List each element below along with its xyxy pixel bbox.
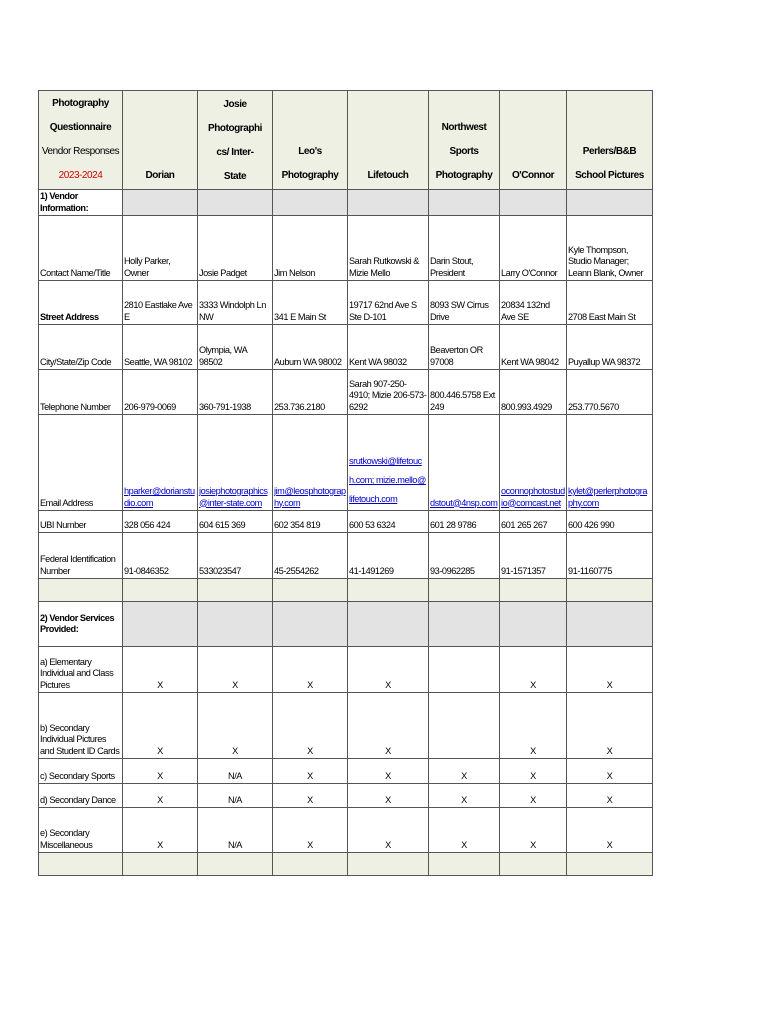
street-perlers: 2708 East Main St [567, 281, 653, 325]
dance-lifetouch: X [348, 784, 429, 808]
row-label-fein: Federal Identification Number [39, 533, 123, 579]
vendor-header-dorian: Dorian [123, 91, 198, 190]
vendor-header-leos: Leo's Photography [273, 91, 348, 190]
dance-oconnor: X [500, 784, 567, 808]
title-line-3: Vendor Responses [41, 146, 120, 157]
section2-title-row [39, 602, 653, 647]
table-row [39, 370, 653, 415]
row-label-street: Street Address [39, 281, 123, 325]
dance-northwest: X [429, 784, 500, 808]
email-link-lifetouch[interactable]: srutkowski@lifetouch.com; mizie.mello@lifetouch.com [349, 456, 426, 504]
contact-oconnor: Larry O'Connor [500, 216, 567, 281]
row-label-telephone: Telephone Number [39, 370, 123, 415]
elementary-dorian: X [123, 647, 198, 693]
secondary-individual-leos: X [273, 693, 348, 759]
misc-northwest: X [429, 808, 500, 853]
city-lifetouch: Kent WA 98032 [348, 325, 429, 370]
contact-dorian: Holly Parker, Owner [123, 216, 198, 281]
misc-leos: X [273, 808, 348, 853]
city-oconnor: Kent WA 98042 [500, 325, 567, 370]
fein-dorian: 91-0846352 [123, 533, 198, 579]
row-label-email: Email Address [39, 415, 123, 511]
row-label-contact: Contact Name/Title [39, 216, 123, 281]
section1-title-row [39, 190, 653, 216]
contact-lifetouch: Sarah Rutkowski & Mizie Mello [348, 216, 429, 281]
table-row [39, 511, 653, 533]
elementary-oconnor: X [500, 647, 567, 693]
phone-josie: 360-791-1938 [198, 370, 273, 415]
title-year: 2023-2024 [58, 170, 103, 181]
sports-lifetouch: X [348, 759, 429, 784]
phone-leos: 253.736.2180 [273, 370, 348, 415]
secondary-individual-oconnor: X [500, 693, 567, 759]
secondary-individual-perlers: X [567, 693, 653, 759]
row-label-miscellaneous: e) Secondary Miscellaneous [39, 808, 123, 853]
row-label-ubi: UBI Number [39, 511, 123, 533]
email-link-dorian[interactable]: hparker@dorianstudio.com [124, 486, 195, 508]
city-josie: Olympia, WA 98502 [198, 325, 273, 370]
ubi-perlers: 600 426 990 [567, 511, 653, 533]
vendor-responses-table [38, 90, 653, 876]
table-row [39, 759, 653, 784]
phone-lifetouch: Sarah 907-250-4910; Mizie 206-573-6292 [348, 370, 429, 415]
fein-oconnor: 91-1571357 [500, 533, 567, 579]
section1-title: 1) Vendor Information: [39, 190, 123, 216]
row-label-city: City/State/Zip Code [39, 325, 123, 370]
street-leos: 341 E Main St [273, 281, 348, 325]
contact-leos: Jim Nelson [273, 216, 348, 281]
dance-josie: N/A [198, 784, 273, 808]
dance-leos: X [273, 784, 348, 808]
misc-josie: N/A [198, 808, 273, 853]
sports-dorian: X [123, 759, 198, 784]
city-northwest: Beaverton OR 97008 [429, 325, 500, 370]
dance-perlers: X [567, 784, 653, 808]
table-row [39, 808, 653, 853]
row-label-secondary-individual: b) Secondary Individual Pictures and Student ID Cards [39, 693, 123, 759]
ubi-dorian: 328 056 424 [123, 511, 198, 533]
elementary-leos: X [273, 647, 348, 693]
street-northwest: 8093 SW Cirrus Drive [429, 281, 500, 325]
street-josie: 3333 Windolph Ln NW [198, 281, 273, 325]
vendor-header-northwest: Northwest Sports Photography [429, 91, 500, 190]
table-row [39, 216, 653, 281]
sports-perlers: X [567, 759, 653, 784]
sports-northwest: X [429, 759, 500, 784]
contact-josie: Josie Padget [198, 216, 273, 281]
table-row [39, 533, 653, 579]
secondary-individual-josie: X [198, 693, 273, 759]
ubi-josie: 604 615 369 [198, 511, 273, 533]
phone-dorian: 206-979-0069 [123, 370, 198, 415]
questionnaire-title-cell [39, 91, 123, 190]
misc-lifetouch: X [348, 808, 429, 853]
email-link-josie[interactable]: josiephotographics@inter-state.com [199, 486, 268, 508]
table-row [39, 415, 653, 511]
title-line-2: Questionnaire [49, 122, 112, 133]
secondary-individual-lifetouch: X [348, 693, 429, 759]
email-link-northwest[interactable]: dstout@4nsp.com [430, 497, 498, 508]
vendor-header-perlers: Perlers/B&B School Pictures [567, 91, 653, 190]
ubi-lifetouch: 600 53 6324 [348, 511, 429, 533]
row-label-elementary: a) Elementary Individual and Class Pictures [39, 647, 123, 693]
email-link-perlers[interactable]: kylet@perlerphotography.com [568, 486, 647, 508]
sports-leos: X [273, 759, 348, 784]
fein-lifetouch: 41-1491269 [348, 533, 429, 579]
ubi-oconnor: 601 265 267 [500, 511, 567, 533]
separator-row [39, 579, 653, 602]
misc-dorian: X [123, 808, 198, 853]
vendor-header-josie: Josie Photographics/ Inter-State [198, 91, 273, 190]
table-row [39, 784, 653, 808]
ubi-northwest: 601 28 9786 [429, 511, 500, 533]
city-dorian: Seattle, WA 98102 [123, 325, 198, 370]
sports-josie: N/A [198, 759, 273, 784]
secondary-individual-northwest [429, 693, 500, 759]
ubi-leos: 602 354 819 [273, 511, 348, 533]
fein-northwest: 93-0962285 [429, 533, 500, 579]
street-oconnor: 20834 132nd Ave SE [500, 281, 567, 325]
fein-leos: 45-2554262 [273, 533, 348, 579]
elementary-lifetouch: X [348, 647, 429, 693]
section2-title: 2) Vendor Services Provided: [39, 602, 123, 647]
elementary-perlers: X [567, 647, 653, 693]
row-label-sports: c) Secondary Sports [39, 759, 123, 784]
elementary-northwest [429, 647, 500, 693]
phone-oconnor: 800.993.4929 [500, 370, 567, 415]
fein-perlers: 91-1160775 [567, 533, 653, 579]
phone-northwest: 800.446.5758 Ext 249 [429, 370, 500, 415]
sports-oconnor: X [500, 759, 567, 784]
separator-row [39, 853, 653, 876]
secondary-individual-dorian: X [123, 693, 198, 759]
email-link-oconnor[interactable]: oconnophotostudio@comcast.net [501, 486, 565, 508]
misc-oconnor: X [500, 808, 567, 853]
vendor-header-lifetouch: Lifetouch [348, 91, 429, 190]
misc-perlers: X [567, 808, 653, 853]
table-row [39, 693, 653, 759]
table-row [39, 281, 653, 325]
city-leos: Auburn WA 98002 [273, 325, 348, 370]
row-label-dance: d) Secondary Dance [39, 784, 123, 808]
table-row [39, 325, 653, 370]
email-link-leos[interactable]: jim@leosphotography.com [274, 486, 346, 508]
table-row [39, 647, 653, 693]
street-lifetouch: 19717 62nd Ave S Ste D-101 [348, 281, 429, 325]
street-dorian: 2810 Eastlake Ave E [123, 281, 198, 325]
fein-josie: 533023547 [198, 533, 273, 579]
elementary-josie: X [198, 647, 273, 693]
phone-perlers: 253.770.5670 [567, 370, 653, 415]
dance-dorian: X [123, 784, 198, 808]
header-row [39, 91, 653, 190]
title-line-1: Photography [52, 98, 109, 109]
city-perlers: Puyallup WA 98372 [567, 325, 653, 370]
contact-northwest: Darin Stout, President [429, 216, 500, 281]
vendor-header-oconnor: O'Connor [500, 91, 567, 190]
contact-perlers: Kyle Thompson, Studio Manager; Leann Blank, Owner [567, 216, 653, 281]
